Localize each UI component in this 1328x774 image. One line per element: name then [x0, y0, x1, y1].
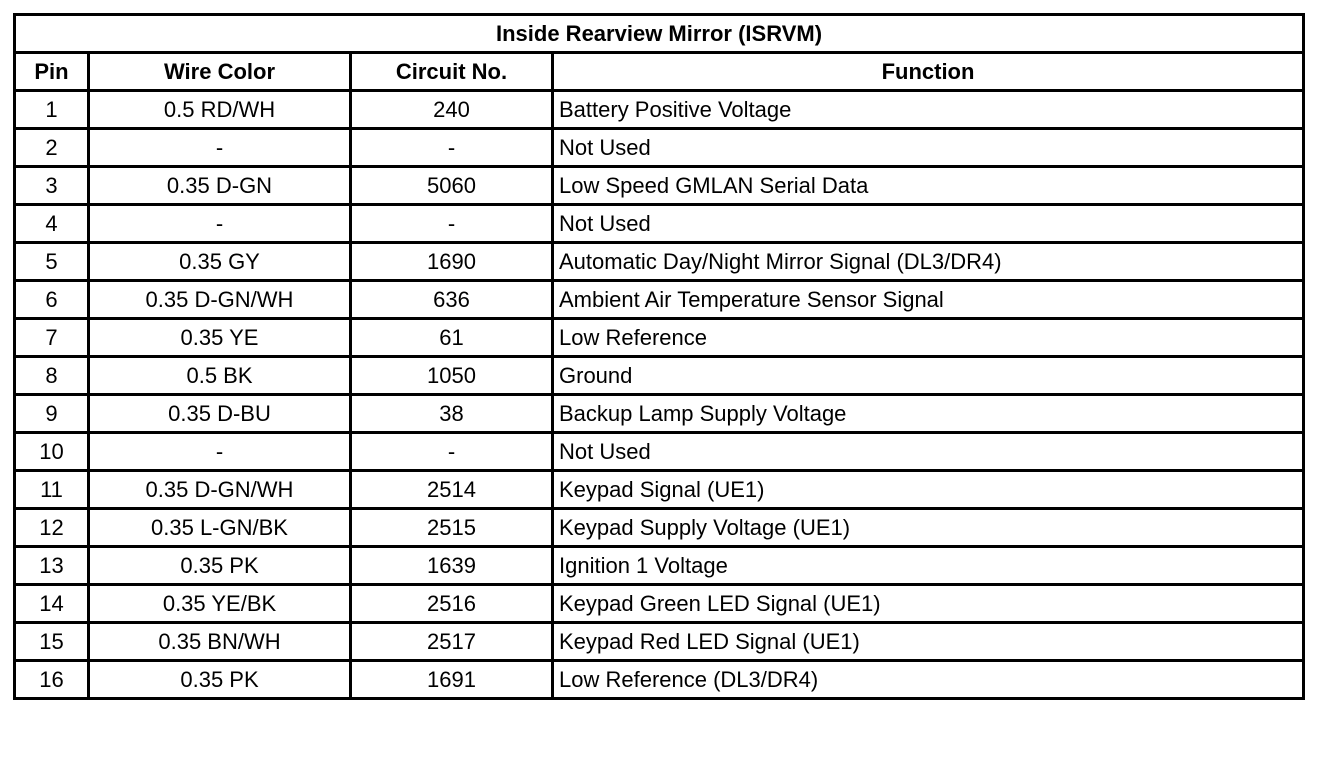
- cell-wire-color: 0.35 PK: [89, 661, 351, 699]
- table-body: [15, 91, 1304, 699]
- cell-circuit-no: 61: [351, 319, 553, 357]
- cell-function: Ambient Air Temperature Sensor Signal: [553, 281, 1304, 319]
- column-header-pin: Pin: [15, 53, 89, 91]
- cell-pin: 9: [15, 395, 89, 433]
- table-title-row: [15, 15, 1304, 53]
- cell-function: Keypad Supply Voltage (UE1): [553, 509, 1304, 547]
- cell-wire-color: 0.35 PK: [89, 547, 351, 585]
- cell-circuit-no: 2516: [351, 585, 553, 623]
- cell-wire-color: -: [89, 433, 351, 471]
- cell-function: Keypad Green LED Signal (UE1): [553, 585, 1304, 623]
- cell-circuit-no: 2515: [351, 509, 553, 547]
- cell-pin: 10: [15, 433, 89, 471]
- table-header-row: [15, 53, 1304, 91]
- cell-circuit-no: 2517: [351, 623, 553, 661]
- cell-function: Low Speed GMLAN Serial Data: [553, 167, 1304, 205]
- cell-pin: 16: [15, 661, 89, 699]
- column-header-function: Function: [553, 53, 1304, 91]
- connector-table-wrapper: [13, 13, 1302, 700]
- cell-wire-color: 0.35 YE: [89, 319, 351, 357]
- table-row: [15, 661, 1304, 699]
- table-row: [15, 395, 1304, 433]
- table-row: [15, 167, 1304, 205]
- cell-wire-color: 0.35 D-GN/WH: [89, 471, 351, 509]
- cell-circuit-no: 5060: [351, 167, 553, 205]
- cell-function: Battery Positive Voltage: [553, 91, 1304, 129]
- table-row: [15, 243, 1304, 281]
- table-row: [15, 585, 1304, 623]
- cell-wire-color: 0.35 D-GN/WH: [89, 281, 351, 319]
- cell-circuit-no: 636: [351, 281, 553, 319]
- cell-wire-color: -: [89, 129, 351, 167]
- cell-function: Not Used: [553, 129, 1304, 167]
- table-row: [15, 623, 1304, 661]
- cell-wire-color: 0.35 D-GN: [89, 167, 351, 205]
- cell-pin: 11: [15, 471, 89, 509]
- table-row: [15, 357, 1304, 395]
- cell-pin: 15: [15, 623, 89, 661]
- cell-wire-color: 0.35 L-GN/BK: [89, 509, 351, 547]
- cell-pin: 6: [15, 281, 89, 319]
- connector-pinout-table: [13, 13, 1305, 700]
- cell-circuit-no: 1050: [351, 357, 553, 395]
- cell-circuit-no: 1690: [351, 243, 553, 281]
- table-row: [15, 281, 1304, 319]
- cell-pin: 3: [15, 167, 89, 205]
- table-row: [15, 509, 1304, 547]
- cell-circuit-no: 1691: [351, 661, 553, 699]
- table-row: [15, 129, 1304, 167]
- cell-pin: 1: [15, 91, 89, 129]
- cell-function: Ground: [553, 357, 1304, 395]
- cell-circuit-no: 240: [351, 91, 553, 129]
- cell-wire-color: 0.35 D-BU: [89, 395, 351, 433]
- table-row: [15, 471, 1304, 509]
- table-title: Inside Rearview Mirror (ISRVM): [15, 15, 1304, 53]
- cell-wire-color: 0.5 RD/WH: [89, 91, 351, 129]
- cell-circuit-no: -: [351, 205, 553, 243]
- column-header-circuit-no: Circuit No.: [351, 53, 553, 91]
- cell-function: Automatic Day/Night Mirror Signal (DL3/DR4): [553, 243, 1304, 281]
- cell-function: Keypad Red LED Signal (UE1): [553, 623, 1304, 661]
- cell-pin: 2: [15, 129, 89, 167]
- cell-pin: 12: [15, 509, 89, 547]
- cell-wire-color: 0.5 BK: [89, 357, 351, 395]
- cell-pin: 7: [15, 319, 89, 357]
- table-row: [15, 91, 1304, 129]
- column-header-wire-color: Wire Color: [89, 53, 351, 91]
- cell-function: Low Reference (DL3/DR4): [553, 661, 1304, 699]
- cell-pin: 8: [15, 357, 89, 395]
- table-row: [15, 547, 1304, 585]
- cell-function: Ignition 1 Voltage: [553, 547, 1304, 585]
- cell-pin: 13: [15, 547, 89, 585]
- cell-circuit-no: 1639: [351, 547, 553, 585]
- cell-pin: 4: [15, 205, 89, 243]
- cell-circuit-no: 38: [351, 395, 553, 433]
- cell-function: Not Used: [553, 205, 1304, 243]
- cell-circuit-no: -: [351, 129, 553, 167]
- cell-function: Backup Lamp Supply Voltage: [553, 395, 1304, 433]
- cell-wire-color: 0.35 BN/WH: [89, 623, 351, 661]
- cell-wire-color: -: [89, 205, 351, 243]
- cell-wire-color: 0.35 GY: [89, 243, 351, 281]
- table-row: [15, 433, 1304, 471]
- cell-pin: 5: [15, 243, 89, 281]
- cell-function: Low Reference: [553, 319, 1304, 357]
- cell-wire-color: 0.35 YE/BK: [89, 585, 351, 623]
- cell-function: Keypad Signal (UE1): [553, 471, 1304, 509]
- table-row: [15, 205, 1304, 243]
- cell-function: Not Used: [553, 433, 1304, 471]
- table-row: [15, 319, 1304, 357]
- cell-pin: 14: [15, 585, 89, 623]
- cell-circuit-no: 2514: [351, 471, 553, 509]
- cell-circuit-no: -: [351, 433, 553, 471]
